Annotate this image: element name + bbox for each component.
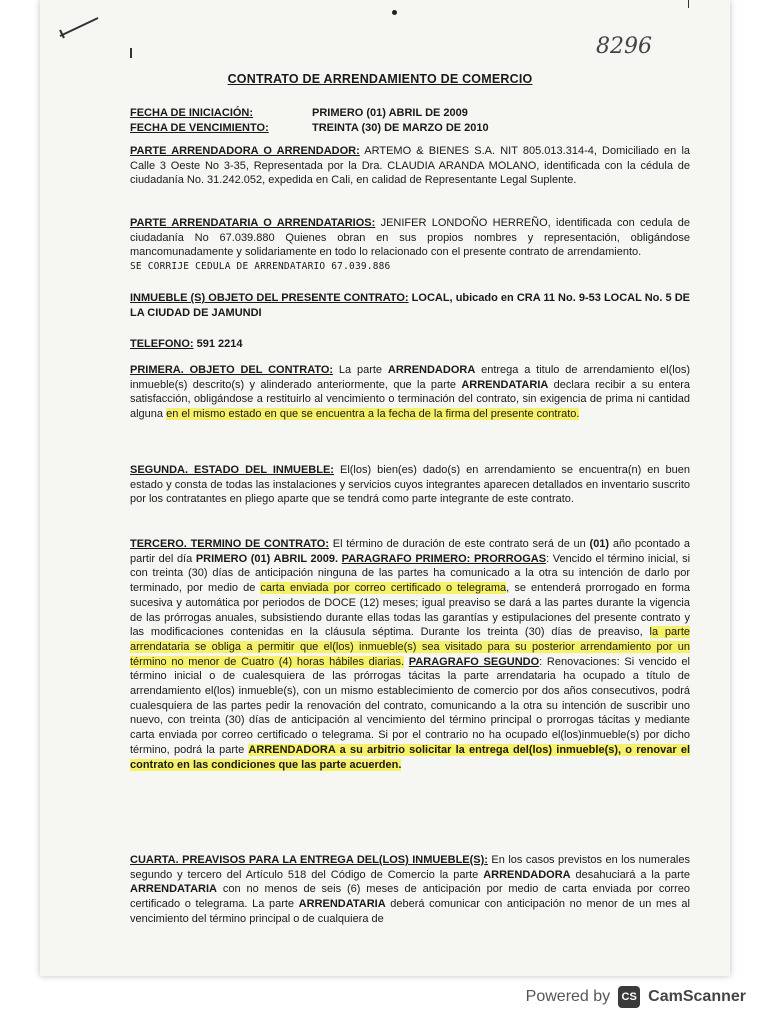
end-date-label: FECHA DE VENCIMIENTO:	[130, 121, 269, 134]
clause-primera	[130, 363, 690, 422]
telefono-block	[130, 337, 690, 352]
segunda-text: El(los) bien(es) dado(s) en arrendamiento se encuentra(n) en buen estado y consta de todas las instalaciones y servicios cuyos integrantes aparecen detallados en inventario suscrito por los contratantes en pliego aparte que se tendrá como parte integrante de este contrato.	[130, 464, 690, 506]
clause-segunda	[130, 463, 690, 507]
start-date-label: FECHA DE INICIACIÓN:	[130, 107, 254, 119]
handwritten-number: 8296	[596, 34, 652, 59]
tercero-start: PRIMERO (01) ABRIL 2009.	[195, 552, 339, 565]
primera-highlight: en el mismo estado en que se encuentra a la fecha de la firma del presente contrato.	[166, 408, 580, 421]
arrendadora-label: PARTE ARRENDADORA O ARRENDADOR:	[130, 145, 360, 157]
inmueble-label: INMUEBLE (S) OBJETO DEL PRESENTE CONTRATO:	[130, 292, 409, 304]
cuarta-arrendataria: ARRENDATARIA	[298, 898, 386, 911]
paragrafo-primero-text: : Vencido el término inicial, si con treinta (30) días de anticipación ninguna de las partes ha comunicado a la otra su intención de darlo por terminado, por medio de	[130, 552, 691, 595]
segunda-heading: SEGUNDA. ESTADO DEL INMUEBLE:	[130, 464, 334, 476]
pen-mark-icon	[58, 12, 102, 40]
tercero-text: El término de duración de este contrato será de un	[329, 538, 590, 550]
ink-mark	[688, 0, 689, 8]
paragrafo-segundo-text: : Renovaciones: Si vencido el término inicial o de cualesquiera de las prórrogas tácitas la parte arrendataria ha ocupado a título de arrendamiento el(los) inmueble(s), con un mismo establecimiento de comercio por dos años consecutivos, podrá cualesquiera de las partes pedir la renovación del contrato, comunicando a la otra su intención de suscribir uno nuevo, con treinta (30) días de anticipación al vencimiento del término principal o prorrogas tácitas y mediante carta enviada por correo certificado o telegrama. Si por el contrario no ha ocupado el(los)inmueble(s) por dicho término, podrá la parte	[130, 655, 690, 756]
primera-heading: PRIMERA. OBJETO DEL CONTRATO:	[130, 364, 334, 376]
cuarta-text: con no menos de seis (6) meses de anticipación por medio de carta enviada por correo certificado o telegrama. La parte	[130, 883, 690, 911]
paragrafo-primero-highlight: la parte arrendataria se obliga a permitir que el(los) inmueble(s) sea visitado para su posterior arrendamiento por un término no menor de Cuatro (4) horas hábiles diarias.	[130, 626, 690, 668]
dates-block	[130, 106, 690, 135]
arrendadora-text: ARTEMO & BIENES S.A. NIT 805.013.314-4, Domiciliado en la Calle 3 Oeste No 3-35, Representada por la Dra. CLAUDIA ARANDA MOLANO, identificada con la cédula de ciudadanía No. 31.242.052, expedida en Cali, en calidad de Representante Legal Suplente.	[130, 145, 690, 187]
start-date-value: PRIMERO (01) ABRIL DE 2009	[312, 107, 468, 119]
arrendataria-text: identificada con cedula de ciudadanía No 67.039.880 Quienes obran en sus propios nombres y representación, obligándose mancomunadamente y solidariamente en todo lo relacionado con el presente contrato de arrendamiento.	[130, 217, 690, 259]
document-page	[40, 0, 730, 976]
end-date-value: TREINTA (30) DE MARZO DE 2010	[312, 121, 489, 134]
ink-dot	[392, 10, 397, 15]
cuarta-text: deberá comunicar con anticipación no menor de un mes al vencimiento del término principal o de cualquiera de	[130, 898, 690, 925]
primera-arrendataria: ARRENDATARIA	[461, 378, 549, 391]
primera-text: declara recibir a su entera satisfacción, obligándose a restituirlo al vencimiento o terminación del contrato, sin exigencia de prima ni cantidad alguna	[130, 378, 690, 421]
arrendataria-label: PARTE ARRENDATARIA O ARRENDATARIOS:	[130, 217, 376, 229]
tercero-duration: (01)	[589, 538, 610, 550]
ink-mark	[130, 48, 132, 58]
cuarta-heading: CUARTA. PREAVISOS PARA LA ENTREGA DEL(LOS) INMUEBLE(S):	[130, 854, 488, 866]
tercero-text: año pcontado a partir del día	[130, 538, 691, 565]
arrendataria-name: JENIFER LONDOÑO HERREÑO,	[375, 217, 551, 229]
camscanner-watermark	[526, 986, 746, 1008]
telefono-value: 591 2214	[193, 338, 243, 350]
cuarta-text: En los casos previstos en los numerales segundo y tercero del Artículo 518 del Código de Comercio la parte	[130, 854, 690, 881]
paragrafo-segundo-heading: PARAGRAFO SEGUNDO	[408, 655, 540, 668]
camscanner-brand: CamScanner	[648, 988, 746, 1005]
paragrafo-primero-highlight: carta enviada por correo certificado o telegrama	[260, 582, 507, 595]
inmueble-block	[130, 291, 690, 320]
arrendadora-block	[130, 144, 690, 188]
clause-tercero	[130, 537, 690, 772]
primera-text: La parte	[333, 364, 388, 376]
powered-by-text: Powered by	[525, 988, 611, 1005]
telefono-label: TELEFONO:	[130, 338, 194, 350]
paragrafo-primero-heading: PARAGRAFO PRIMERO: PRORROGAS	[341, 552, 547, 565]
cuarta-text: desahuciará a la parte	[570, 868, 690, 881]
clause-cuarta	[130, 853, 690, 927]
primera-text: entrega a titulo de arrendamiento el(los) inmueble(s) descrito(s) y alinderado anteriormente, que la parte	[130, 364, 690, 391]
page-title: CONTRATO DE ARRENDAMIENTO DE COMERCIO	[227, 72, 533, 86]
inmueble-text: LOCAL, ubicado en CRA 11 No. 9-53 LOCAL No. 5 DE LA CIUDAD DE JAMUNDI	[130, 292, 690, 319]
paragrafo-segundo-highlight: ARRENDADORA a su arbitrio solicitar la entrega del(los) inmueble(s), o renovar el contrato en las condiciones que las parte acuerden.	[130, 743, 690, 771]
correction-note: SE CORRIJE CEDULA DE ARRENDATARIO 67.039.886	[130, 261, 391, 273]
cuarta-arrendataria: ARRENDATARIA	[130, 883, 217, 896]
cuarta-arrendadora: ARRENDADORA	[483, 868, 571, 881]
arrendataria-block	[130, 216, 690, 275]
paragrafo-primero-text: , se entenderá prorrogado en forma sucesiva y automática por periodos de DOCE (12) meses; igual preaviso se dará a las partes durante la vigencia de las prórrogas anuales, subsistiendo durante ellas todas las garantías y estipulaciones del presente contrato y las modificaciones contenidas en la cláusula séptima. Durante los treinta (30) días de preaviso,	[130, 582, 690, 639]
camscanner-logo-icon: CS	[618, 986, 640, 1008]
primera-arrendadora: ARRENDADORA	[387, 364, 476, 376]
tercero-heading: TERCERO. TERMINO DE CONTRATO:	[130, 538, 329, 550]
